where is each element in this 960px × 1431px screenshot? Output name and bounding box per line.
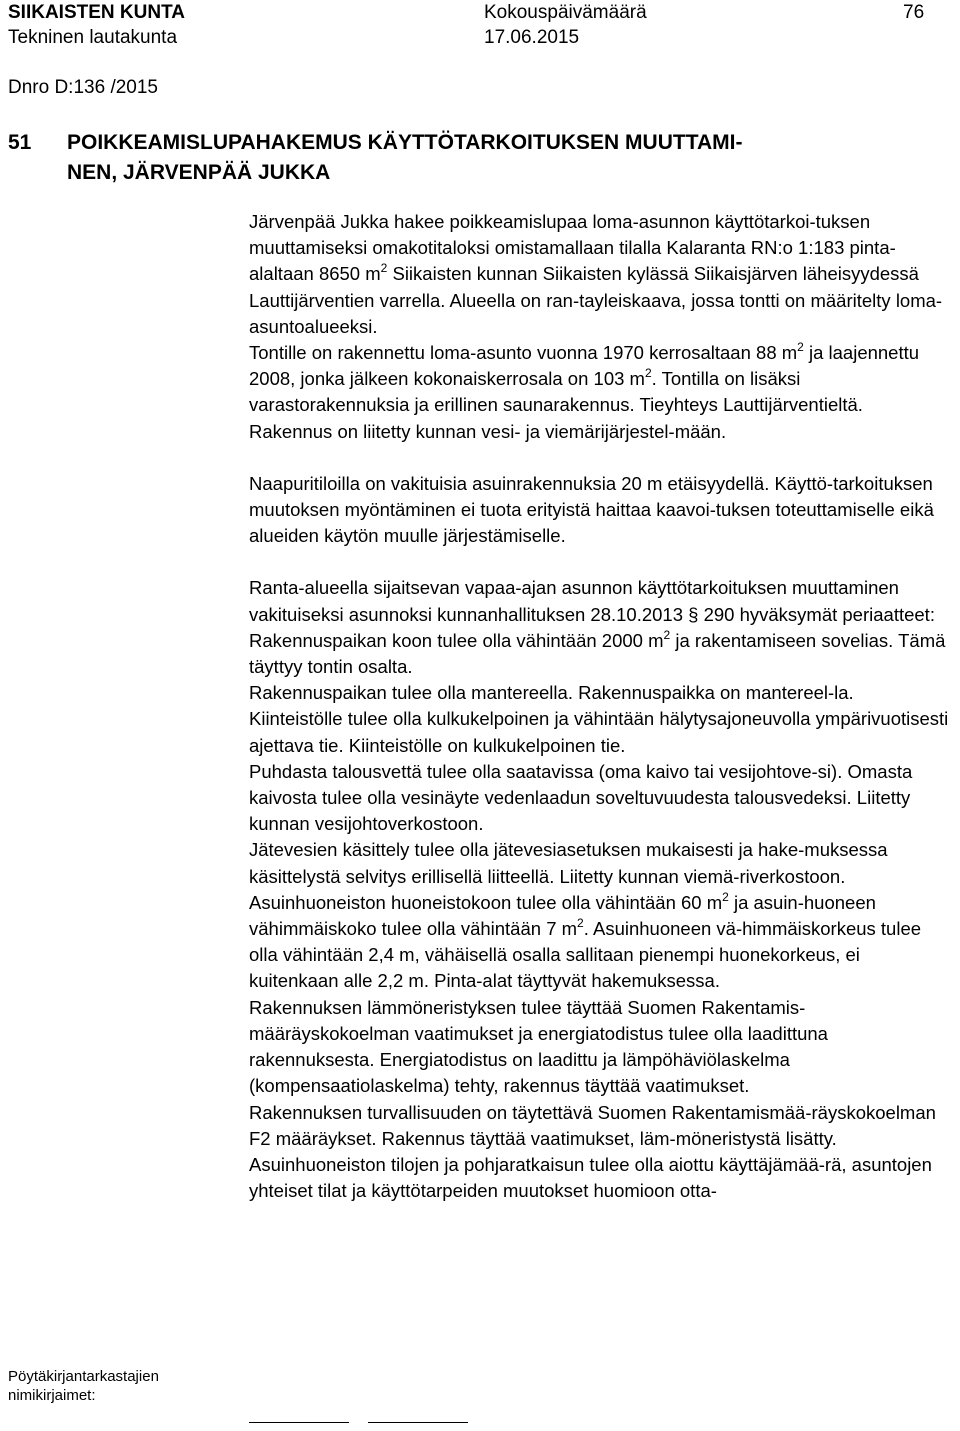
municipality-name: SIIKAISTEN KUNTA xyxy=(8,2,185,23)
principle-mainland: Rakennuspaikan tulee olla mantereella. Rakennuspaikka on mantereel-la. xyxy=(249,682,854,704)
principle-road: Kiinteistölle tulee olla kulkukelpoinen ja vähintään hälytysajoneuvolla ympärivuotisesti ajettava tie. Kiinteistölle on kulkukelpoinen tie. xyxy=(249,708,949,756)
section-title-line2: NEN, JÄRVENPÄÄ JUKKA xyxy=(67,161,331,184)
paragraph-application: Järvenpää Jukka hakee poikkeamislupaa loma-asunnon käyttötarkoi-tuksen muuttamiseksi omakotitaloksi omistamallaan tilalla Kalaranta RN:o 1:183 pinta-alaltaan 8650 $m^2$ Siikaisten kunnan Siikaisten kylässä Siikaisjärven läheisyydessä Lauttijärventien varrella. Alueella on ran-tayleiskaava, jossa tontti on määritelty loma-asuntoalueeksi. xyxy=(249,211,943,337)
principle-wastewater: Jätevesien käsittely tulee olla jätevesiasetuksen mukaisesti ja hake-muksessa käsittelystä selvitys erillisellä liitteellä. Liitetty kunnan viemä-riverkostoon. xyxy=(249,839,888,887)
principle-plot-size: Rakennuspaikan koon tulee olla vähintään 2000 $m^2$ ja rakentamiseen sovelias. Tämä täyttyy tontin osalta. xyxy=(249,627,946,678)
paragraph-principles-intro: Ranta-alueella sijaitsevan vapaa-ajan asunnon käyttötarkoituksen muuttaminen vakituiseksi asunnoksi kunnanhallituksen 28.10.2013 § 290 hyväksymät periaatteet: xyxy=(249,577,935,625)
principle-insulation: Rakennuksen lämmöneristyksen tulee täyttää Suomen Rakentamis-määräyskokoelman vaatimukset ja energiatodistus tulee olla laadittuna rakennuksesta. Energiatodistus on laadittu ja lämpöhäviölaskelma (kompensaatiolaskelma) tehty, rakennus täyttää vaatimukset. xyxy=(249,996,828,1097)
dnro: Dnro D:136 /2015 xyxy=(8,77,158,98)
document-body xyxy=(249,209,949,1204)
signature-line-2 xyxy=(368,1422,468,1423)
signature-line-1 xyxy=(249,1422,349,1423)
page-number: 76 xyxy=(903,2,925,23)
principle-apartment-size: Asuinhuoneiston huoneistokoon tulee olla vähintään 60 $m^2$ ja asuin-huoneen vähimmäiskoko tulee olla vähintään 7 $m^2$. Asuinhuoneen vä-himmäiskorkeus tulee olla vähintään 2,4 m, vähäisellä osalla sallitaan pienempi huonekorkeus, ei kuitenkaan alle 2,2 m. Pinta-alat täyttyvät hakemuksessa. xyxy=(249,889,922,992)
principle-layout: Asuinhuoneiston tilojen ja pohjaratkaisun tulee olla aiottu käyttäjämää-rä, asuntojen yhteiset tilat ja käyttötarpeiden muutokset huomioon otta- xyxy=(249,1153,932,1202)
principle-safety: Rakennuksen turvallisuuden on täytettävä Suomen Rakentamismää-räyskokoelman F2 määräykset. Rakennus täyttää vaatimukset, läm-möneristystä lisätty. xyxy=(249,1101,936,1149)
section-title-line1: POIKKEAMISLUPAHAKEMUS KÄYTTÖTARKOITUKSEN MUUTTAMI- xyxy=(67,131,743,154)
board-name: Tekninen lautakunta xyxy=(8,27,178,48)
paragraph-building: Tontille on rakennettu loma-asunto vuonna 1970 kerrosaltaan 88 $m^2$ ja laajennettu 2008, jonka jälkeen kokonaiskerrosala on 103 $m^2$. Tontilla on lisäksi varastorakennuksia ja erillinen saunarakennus. Tieyhteys Lauttijärventieltä. Rakennus on liitetty kunnan vesi- ja viemärijärjestel-mään. xyxy=(249,340,920,442)
date-label: Kokouspäivämäärä xyxy=(484,2,647,23)
section-number: 51 xyxy=(8,131,32,154)
footer-initials-label: Pöytäkirjantarkastajien nimikirjaimet: xyxy=(8,1368,159,1404)
meeting-date: 17.06.2015 xyxy=(484,27,580,48)
paragraph-neighbours: Naapuritiloilla on vakituisia asuinrakennuksia 20 m etäisyydellä. Käyttö-tarkoituksen muutoksen myöntäminen ei tuota erityistä haittaa kaavoi-tuksen toteuttamiselle eikä alueiden käytön muulle järjestämiselle. xyxy=(249,472,934,547)
principle-water: Puhdasta talousvettä tulee olla saatavissa (oma kaivo tai vesijohtove-si). Omasta kaivosta tulee olla vesinäyte vedenlaadun soveltuvuudesta talousvedeksi. Liitetty kunnan vesijohtoverkostoon. xyxy=(249,760,913,835)
